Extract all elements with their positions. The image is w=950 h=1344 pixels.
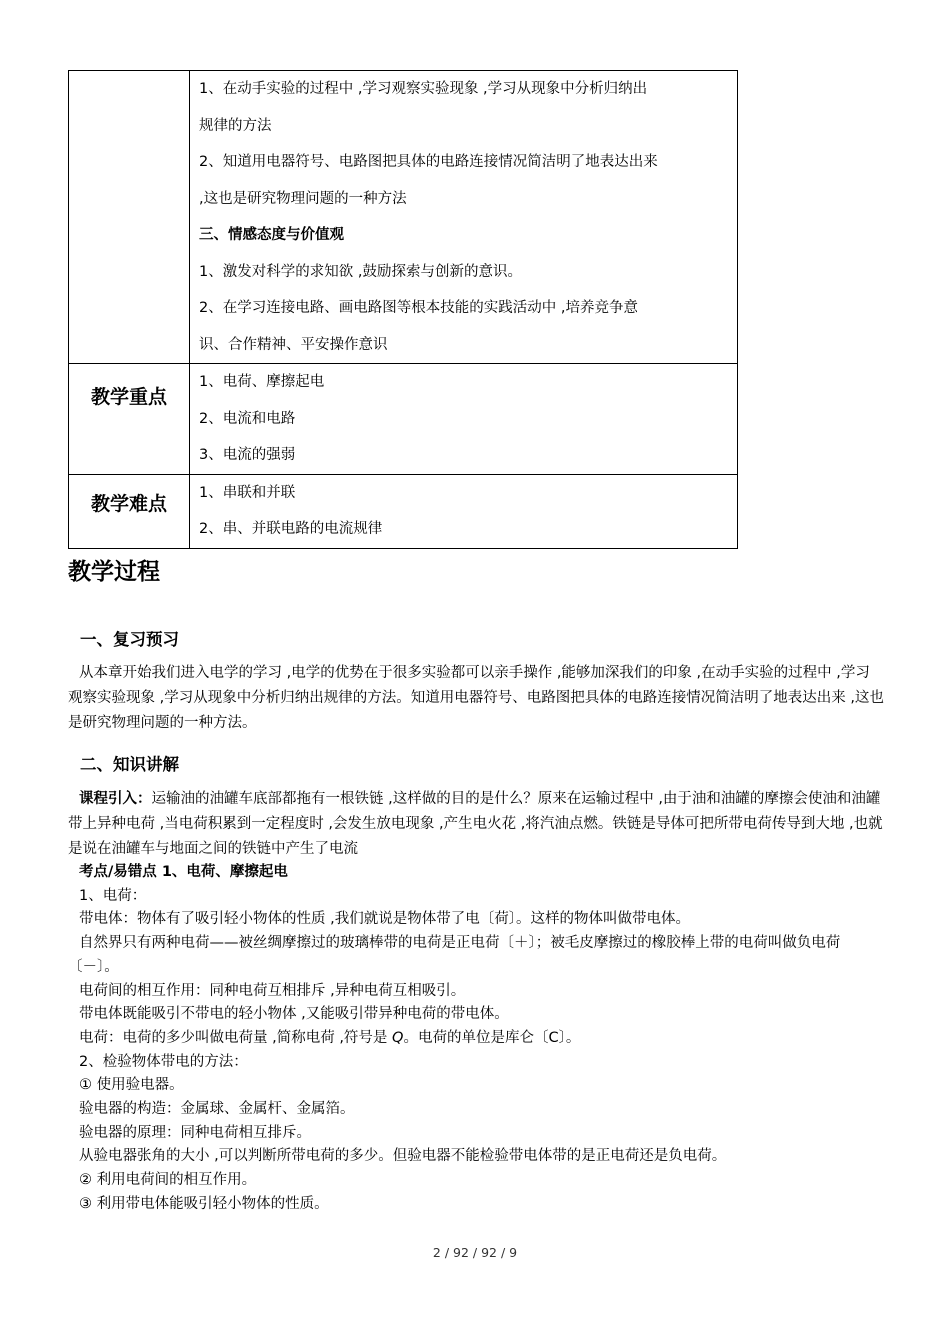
list-item: ② 利用电荷间的相互作用。	[79, 1172, 257, 1189]
review-paragraph-block	[68, 661, 884, 736]
list-item: 自然界只有两种电荷——被丝绸摩擦过的玻璃棒带的电荷是正电荷〔＋〕；被毛皮摩擦过的橡胶棒上带的电荷叫做负电荷〔－〕。	[68, 935, 841, 975]
list-item: 2、串、并联电路的电流规律	[199, 521, 383, 537]
table-row	[69, 364, 738, 475]
difficult-points-label: 教学难点	[90, 492, 167, 515]
intro-text: 运输油的油罐车底部都拖有一根铁链 ,这样做的目的是什么？原来在运输过程中 ,由于油和油罐的摩擦会使油和油罐带上异种电荷 ,当电荷积累到一定程度时 ,会发生放电现象 ,产生电火花 ,将汽油点燃。铁链是导体可把所带电荷传导到大地 ,也就是说在油罐车与地面之间的铁链中产生了电流	[68, 791, 883, 857]
section-heading-knowledge: 二、知识讲解	[80, 755, 179, 774]
row-label-empty	[69, 71, 190, 364]
list-item: 2、检验物体带电的方法：	[79, 1053, 248, 1070]
kaodian-heading: 考点/易错点 1、电荷、摩擦起电	[79, 864, 288, 880]
list-item: ③ 利用带电体能吸引轻小物体的性质。	[79, 1195, 329, 1212]
difficult-points-label-cell	[69, 474, 190, 548]
list-item: 2、知道用电器符号、电路图把具体的电路连接情况简洁明了地表达出来	[199, 154, 658, 170]
intro-paragraph	[68, 787, 884, 862]
review-paragraph: 从本章开始我们进入电学的学习 ,电学的优势在于很多实验都可以亲手操作 ,能够加深我们的印象 ,在动手实验的过程中 ,学习观察实验现象 ,学习从现象中分析归纳出规律的方法。知道用电器符号、电路图把具体的电路连接情况简洁明了地表达出来 ,这也是研究物理问题的一种方法。	[68, 665, 884, 731]
list-item: 2、电流和电路	[199, 410, 296, 427]
list-item: 验电器的原理：同种电荷相互排斥。	[79, 1124, 311, 1141]
list-item: 电荷间的相互作用：同种电荷互相排斥 ,异种电荷互相吸引。	[79, 982, 466, 999]
key-points-label: 教学重点	[90, 386, 167, 408]
list-item: 1、电荷：	[79, 887, 147, 904]
list-item: 1、在动手实验的过程中 ,学习观察实验现象 ,学习从现象中分析归纳出	[199, 81, 648, 97]
list-item: 验电器的构造：金属球、金属杆、金属箔。	[79, 1101, 355, 1118]
table-row	[69, 474, 738, 548]
key-points-label-cell	[69, 364, 190, 475]
list-item: 带电体既能吸引不带电的轻小物体 ,又能吸引带异种电荷的带电体。	[79, 1006, 509, 1023]
list-item: 3、电流的强弱	[199, 447, 296, 463]
objectives-table	[68, 70, 738, 549]
page-number: 2 / 92 / 92 / 9	[432, 1245, 518, 1260]
section-heading-review: 一、复习预习	[80, 630, 179, 649]
list-item: 从验电器张角的大小 ,可以判断所带电荷的多少。但验电器不能检验带电体带的是正电荷还是负电荷。	[79, 1148, 727, 1165]
list-item: 1、激发对科学的求知欲 ,鼓励探索与创新的意识。	[199, 263, 522, 280]
list-item: 1、串联和并联	[199, 484, 296, 501]
intro-paragraph-block	[68, 787, 884, 862]
section-heading: 三、情感态度与价值观	[199, 227, 344, 243]
list-item: 电荷：电荷的多少叫做电荷量 ,简称电荷 ,符号是 Q。电荷的单位是库仑〔C〕。	[79, 1029, 581, 1046]
key-points-content	[190, 364, 738, 475]
process-title: 教学过程	[68, 559, 160, 585]
list-item: 识、合作精神、平安操作意识	[199, 336, 388, 353]
intro-label: 课程引入：	[79, 791, 152, 807]
list-item: 规律的方法	[199, 117, 272, 134]
row-content	[190, 71, 738, 364]
list-item: 带电体：物体有了吸引轻小物体的性质 ,我们就说是物体带了电〔荷〕。这样的物体叫做带电体。	[79, 911, 690, 928]
list-item: ,这也是研究物理问题的一种方法	[199, 190, 407, 207]
list-item: 1、电荷、摩擦起电	[199, 374, 325, 390]
list-item: 2、在学习连接电路、画电路图等根本技能的实践活动中 ,培养竞争意	[199, 300, 638, 316]
knowledge-list	[68, 861, 884, 1217]
list-item: ① 使用验电器。	[79, 1077, 184, 1094]
table-row	[69, 71, 738, 364]
difficult-points-content	[190, 474, 738, 548]
